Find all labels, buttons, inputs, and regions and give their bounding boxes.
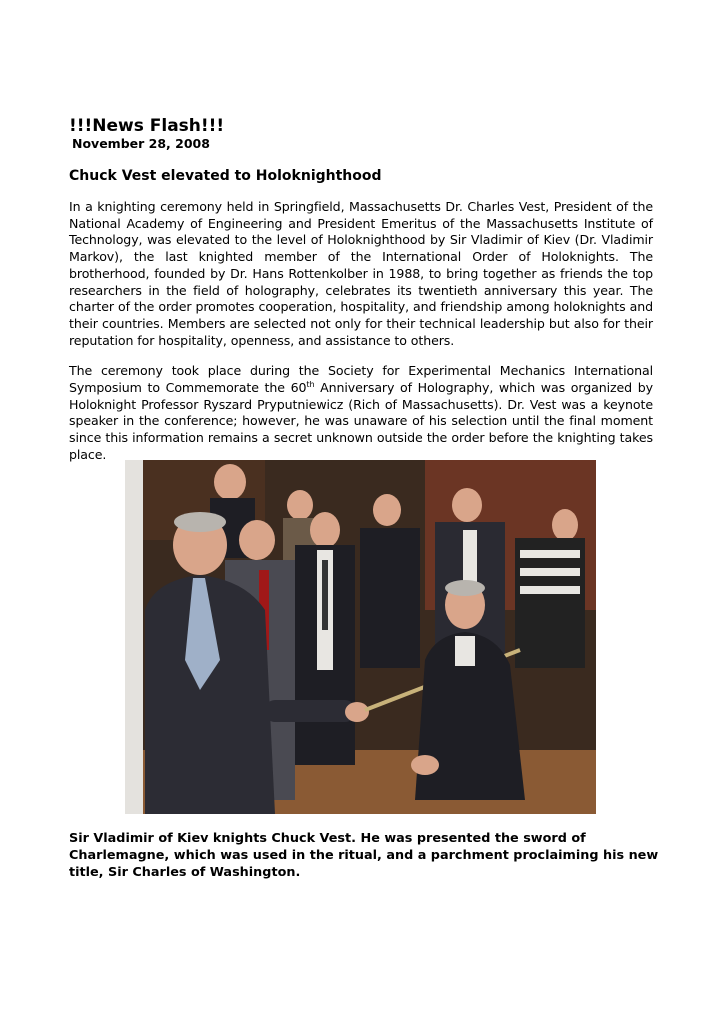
article-paragraph-2 [69,363,653,463]
news-flash-title: !!!News Flash!!! [69,116,225,136]
ceremony-photo [125,460,596,814]
article-headline: Chuck Vest elevated to Holoknighthood [69,168,382,184]
article-date: November 28, 2008 [72,136,210,151]
photo-caption: Sir Vladimir of Kiev knights Chuck Vest. He was presented the sword of Charlemagne, which was used in the ritual, and a parchment proclaiming his new title, Sir Charles of Washington. [69,831,659,880]
article-paragraph-1: In a knighting ceremony held in Springfield, Massachusetts Dr. Charles Vest, President of the National Academy of Engineering and President Emeritus of the Massachusetts Institute of Technology, was elevated to the level of Holoknighthood by Sir Vladimir of Kiev (Dr. Vladimir Markov), the last knighted member of the International Order of Holoknights. The brotherhood, founded by Dr. Hans Rottenkolber in 1988, to bring together as friends the top researchers in the field of holography, celebrates its twentieth anniversary this year. The charter of the order promotes cooperation, hospitality, and friendship among holoknights and their countries. Members are selected not only for their technical leadership but also for their reputation for hospitality, openness, and assistance to others. [69,199,653,348]
paragraph-2-text-before: The ceremony took place during the Society for Experimental Mechanics International Symposium to Commemorate the 60 [69,363,653,396]
paragraph-2-text-after: Anniversary of Holography, which was organized by Holoknight Professor Ryszard Pryputniewicz (Rich of Massachusetts). Dr. Vest was a keynote speaker in the conference; however, he was unaware of his selection until the final moment since this information remains a secret unknown outside the order before the knighting takes place. [69,380,653,462]
ceremony-photo-illustration [125,460,596,814]
article [69,116,653,464]
ordinal-suffix: th [306,379,315,389]
